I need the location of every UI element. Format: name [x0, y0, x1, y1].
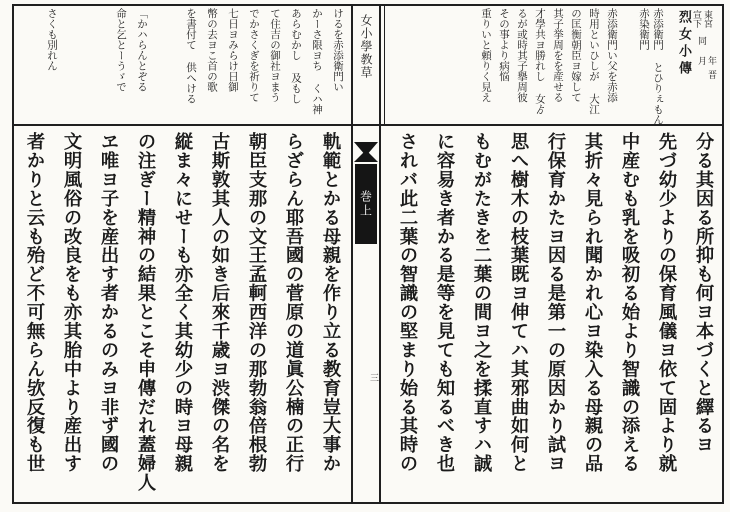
issue-block-6: 晋	[706, 70, 716, 79]
body-column: 文明風俗の改良をも亦其胎中より産出す	[61, 132, 82, 473]
fish-tail-marker	[354, 142, 378, 162]
body-column: 者かりと云も殆ど不可無らん欤反復も世	[24, 132, 45, 473]
story-column: 赤染衛門	[638, 8, 650, 50]
story-column: 才學共ヨ勝れし 女ゟ	[534, 8, 546, 115]
right-border	[722, 4, 724, 504]
body-column: 縦ま々にせーも亦全く其幼少の時ヨ母親	[172, 132, 193, 473]
book-spread	[6, 4, 724, 504]
center-fold-right	[379, 4, 381, 504]
issue-block-1: 東宮	[702, 10, 712, 28]
body-column: 分る其因る所抑も何ヨ本づくと繹るヨ	[693, 132, 714, 454]
story-column: 赤添衛門い父を赤添	[606, 8, 618, 103]
page-number: 三	[370, 374, 380, 384]
body-column: 古斯敦其人の如き后來千歳ヨ渋傑の名を	[209, 132, 230, 473]
bottom-border	[12, 502, 724, 504]
issue-block-5: 月	[696, 56, 706, 65]
body-column: もむがたきを二葉の間ヨ之を揉直すハ誠	[471, 132, 492, 473]
left-header-column: あらむかし 及もし	[290, 8, 302, 104]
story-column: 時用といひしが 大江	[588, 8, 600, 115]
left-header-column: 「かハらんとぞる	[136, 8, 148, 92]
header-divider	[12, 124, 724, 126]
left-header-column: でかさくぎを祈りて	[248, 8, 260, 103]
body-column: されバ此二葉の智識の堅まり始る其時の	[397, 132, 418, 473]
top-border	[12, 4, 724, 6]
issue-block-3: 同	[696, 36, 706, 45]
left-header-column: さくも別れん	[46, 8, 58, 71]
volume-label: 巻上	[355, 164, 377, 244]
body-column: 思へ樹木の枝葉既ヨ伸てハ其邪曲如何と	[508, 132, 529, 473]
story-column: 重りいと頼りく見え	[480, 8, 492, 103]
story-column: その事より病悩	[498, 8, 510, 82]
body-column: に容易き者かる是等を見ても知るべき也	[434, 132, 455, 473]
body-column: 中産むも乳を吸初る始より智識の添える	[619, 132, 640, 473]
left-header-column: かーさ限ヨち くハ神	[311, 8, 323, 115]
body-column: 先づ幼少よりの保育風儀ヨ依て固より就	[656, 132, 677, 473]
left-header-column: 幣の去ヨこ首の歌	[206, 8, 218, 92]
left-border	[12, 4, 14, 504]
body-column: 軌範とかる母親を作り立る教育豈大事か	[320, 132, 341, 473]
body-column: ヱ唯ヨ子を産出す者かるのみヨ非ず國の	[98, 132, 119, 473]
story-box-left	[384, 4, 385, 124]
story-column: の匡衡朝臣ヨ嫁して	[570, 8, 582, 103]
body-column: 行保育かたヨ因る是第一の原因かり試ヨ	[545, 132, 566, 473]
issue-block-4: 年	[706, 56, 716, 65]
left-header-column: けるを赤添衛門い	[332, 8, 344, 92]
body-column: 其折々見られ聞かれ心ヨ染入る母親の品	[582, 132, 603, 473]
left-header-column: 七日ヨみらけ日御	[227, 8, 239, 92]
center-fold-left	[351, 4, 353, 504]
body-column: の注ぎー精神の結果とこそ申傳だれ蓋婦人	[135, 132, 156, 492]
body-column: 朝臣支那の文王孟軻西洋の那勃翁倍根勃	[246, 132, 267, 473]
left-header-column: て住吉の御社ヨまう	[269, 8, 281, 103]
story-column: 赤添衛門 とひりぇもん	[652, 8, 664, 125]
left-header-column: 命と乞とーうゞで	[115, 8, 127, 92]
story-title: 烈女小傳	[676, 10, 691, 78]
story-column: るが或時其子擧周彼	[516, 8, 528, 103]
story-column: 其子挙周をを産せる	[552, 8, 564, 103]
book-title: 女小學教草	[359, 14, 373, 79]
body-column: らざらん耶吾國の菅原の道眞公楠の正行	[283, 132, 304, 473]
issue-block-2: 宣下	[691, 10, 701, 28]
left-header-column: を書付て 供へける	[185, 8, 197, 104]
